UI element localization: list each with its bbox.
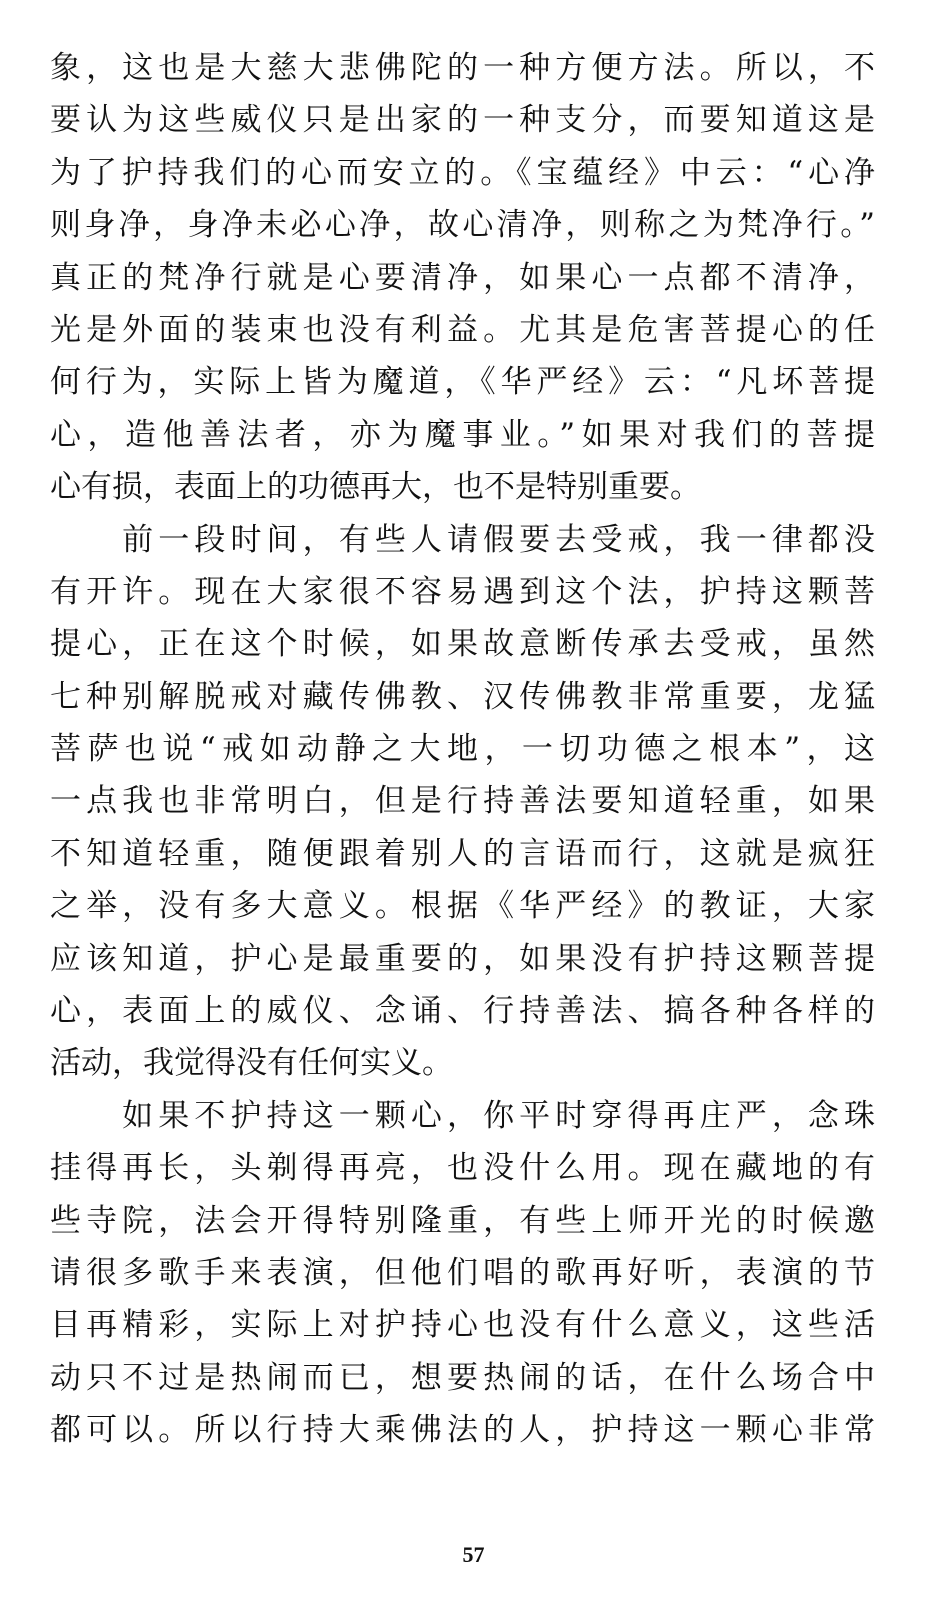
- body-text: [50, 42, 875, 1457]
- text-line: 些寺院，法会开得特别隆重，有些上师开光的时候邀: [50, 1202, 875, 1239]
- text-line: 之举，没有多大意义。根据《华严经》的教证，大家: [50, 888, 875, 925]
- paragraph-start-line: 如果不护持这一颗心，你平时穿得再庄严，念珠: [50, 1097, 875, 1134]
- text-line: 菩萨也说“戒如动静之大地，一切功德之根本”，这: [50, 731, 875, 768]
- text-line: 七种别解脱戒对藏传佛教、汉传佛教非常重要，龙猛: [50, 678, 875, 715]
- text-line: 挂得再长，头剃得再亮，也没什么用。现在藏地的有: [50, 1150, 875, 1187]
- paragraph-start-line: 前一段时间，有些人请假要去受戒，我一律都没: [50, 521, 875, 558]
- paragraph-end-line: 活动，我觉得没有任何实义。: [50, 1045, 453, 1082]
- text-line: 心，造他善法者，亦为魔事业。”如果对我们的菩提: [50, 416, 875, 453]
- paragraph-end-line: 心有损，表面上的功德再大，也不是特别重要。: [50, 469, 701, 506]
- text-line: 都可以。所以行持大乘佛法的人，护持这一颗心非常: [50, 1412, 875, 1449]
- page-number: 57: [462, 1542, 485, 1567]
- text-line: 有开许。现在大家很不容易遇到这个法，护持这颗菩: [50, 573, 875, 610]
- text-line: 真正的梵净行就是心要清净，如果心一点都不清净，: [50, 259, 875, 296]
- text-line: 动只不过是热闹而已，想要热闹的话，在什么场合中: [50, 1359, 875, 1396]
- text-line: 提心，正在这个时候，如果故意断传承去受戒，虽然: [50, 626, 875, 663]
- text-line: 请很多歌手来表演，但他们唱的歌再好听，表演的节: [50, 1254, 875, 1291]
- text-line: 一点我也非常明白，但是行持善法要知道轻重，如果: [50, 783, 875, 820]
- text-line: 则身净，身净未必心净，故心清净，则称之为梵净行。”: [50, 207, 875, 244]
- text-line: 心，表面上的威仪、念诵、行持善法、搞各种各样的: [50, 993, 875, 1030]
- text-line: 象，这也是大慈大悲佛陀的一种方便方法。所以，不: [50, 50, 875, 86]
- text-line: 为了护持我们的心而安立的。《宝蕴经》中云：“心净: [50, 154, 875, 191]
- text-line: 要认为这些威仪只是出家的一种支分，而要知道这是: [50, 102, 875, 139]
- text-line: 目再精彩，实际上对护持心也没有什么意义，这些活: [50, 1307, 875, 1344]
- text-line: 不知道轻重，随便跟着别人的言语而行，这就是疯狂: [50, 835, 875, 872]
- text-line: 光是外面的装束也没有利益。尤其是危害菩提心的任: [50, 311, 875, 348]
- text-line: 何行为，实际上皆为魔道，《华严经》云：“凡坏菩提: [50, 364, 875, 401]
- text-line: 应该知道，护心是最重要的，如果没有护持这颗菩提: [50, 940, 875, 977]
